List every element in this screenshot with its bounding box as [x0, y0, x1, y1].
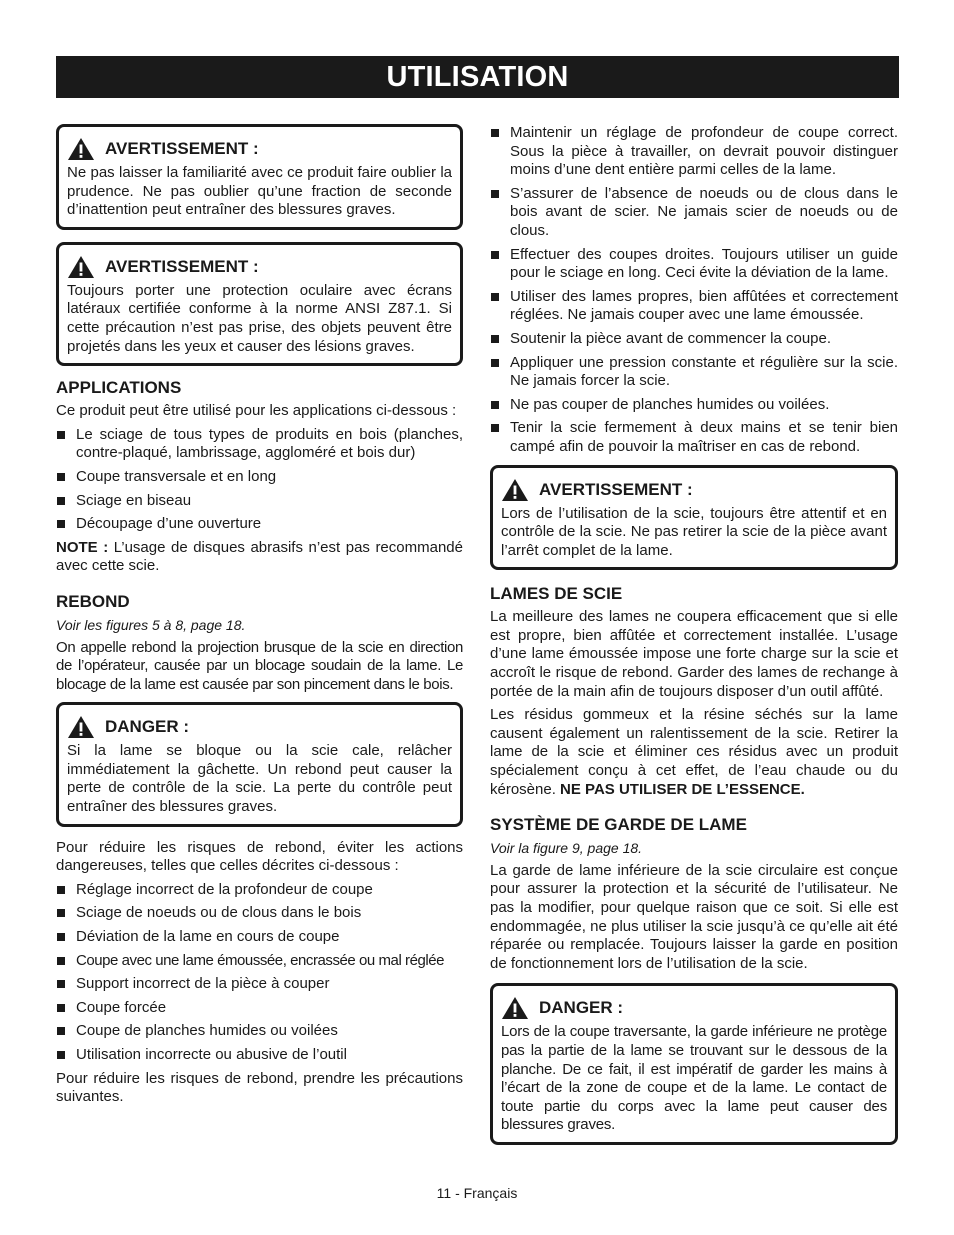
right-column	[490, 124, 898, 1157]
list-item: Maintenir un réglage de profondeur de coupe correct. Sous la pièce à travailler, on devrait pouvoir distinguer moins d’une dent entière parmi celles de la lame.	[490, 124, 898, 180]
section-rebond	[56, 592, 463, 694]
danger-heading: DANGER :	[67, 715, 452, 739]
list-item: Utilisation incorrecte ou abusive de l’outil	[56, 1046, 463, 1065]
list-item: Le sciage de tous types de produits en bois (planches, contre-plaqué, lambrissage, aggloméré et bois dur)	[56, 426, 463, 463]
list-item: Déviation de la lame en cours de coupe	[56, 928, 463, 947]
reduce-outro: Pour réduire les risques de rebond, prendre les précautions suivantes.	[56, 1069, 463, 1106]
section-heading: SYSTÈME DE GARDE DE LAME	[490, 815, 747, 835]
warning-text: Lors de l’utilisation de la scie, toujours être attentif et en contrôle de la scie. Ne pas retirer la scie de la pièce avant l’arrêt complet de la lame.	[501, 504, 887, 559]
list-item: Appliquer une pression constante et régulière sur la scie. Ne jamais forcer la scie.	[490, 354, 898, 391]
list-item: Sciage en biseau	[56, 492, 463, 511]
list-item: Utiliser des lames propres, bien affûtées et correctement réglées. Ne jamais couper avec une lame émoussée.	[490, 288, 898, 325]
page-title: UTILISATION	[56, 56, 899, 98]
figure-reference: Voir les figures 5 à 8, page 18.	[56, 616, 246, 633]
applications-intro: Ce produit peut être utilisé pour les applications ci-dessous :	[56, 402, 457, 420]
rebond-text: On appelle rebond la projection brusque de la scie en direction de l’opérateur, causée par un blocage soudain de la lame. Le blocage de la lame est causée par son pincement dans le bois.	[56, 638, 463, 693]
danger-text: Lors de la coupe traversante, la garde inférieure ne protège pas la partie de la lame se trouvant sur le dessous de la planche. De ce fait, il est impératif de garder les mains à l’écart de la zone de coupe et de la lame. Le contact de toute partie du corps avec la lame peut causer des blessures graves.	[501, 1023, 887, 1134]
list-item: Soutenir la pièce avant de commencer la coupe.	[490, 330, 898, 349]
lames-paragraph-2: Les résidus gommeux et la résine séchés sur la lame causent également un ralentissement de la scie. Retirer la lame de la scie et éliminer ces résidus avec un produit spécialement conçu à cet effet, de l’eau chaude ou du kérosène. NE PAS UTILISER DE L’ESSENCE.	[490, 706, 898, 798]
section-garde	[490, 815, 898, 973]
warning-triangle-icon	[67, 255, 95, 279]
section-heading: REBOND	[56, 591, 130, 611]
section-heading: LAMES DE SCIE	[490, 584, 623, 604]
applications-list	[56, 426, 463, 534]
precautions-list	[490, 124, 898, 457]
warning-box-attention	[490, 465, 898, 571]
left-column	[56, 124, 463, 1112]
list-item: Découpage d’une ouverture	[56, 515, 463, 534]
list-item: Coupe forcée	[56, 999, 463, 1018]
warning-triangle-icon	[67, 715, 95, 739]
list-item: Sciage de noeuds ou de clous dans le bois	[56, 904, 463, 923]
section-heading: APPLICATIONS	[56, 378, 182, 398]
list-item: Coupe avec une lame émoussée, encrassée ou mal réglée	[56, 952, 463, 971]
section-applications	[56, 378, 463, 576]
danger-box-lower-guard	[490, 983, 898, 1145]
warning-heading: AVERTISSEMENT :	[501, 478, 887, 502]
lames-paragraph-1: La meilleure des lames ne coupera efficacement que si elle est propre, bien affûtée et correctement installée. L’usage d’une lame émoussée impose une forte charge sur la scie et accroît le risque de rebond. Garder des lames de rechange à portée de la main afin de toujours disposer d’un outil affûté.	[490, 608, 898, 700]
list-item: Tenir la scie fermement à deux mains et se tenir bien campé afin de pouvoir la maîtriser en cas de rebond.	[490, 419, 898, 456]
warning-box-eye-protection	[56, 242, 463, 366]
applications-note: NOTE : L’usage de disques abrasifs n’est pas recommandé avec cette scie.	[56, 538, 463, 575]
warning-box-familiarity	[56, 124, 463, 230]
warning-heading: AVERTISSEMENT :	[67, 255, 452, 279]
danger-text: Si la lame se bloque ou la scie cale, relâcher immédiatement la gâchette. Un rebond peut causer la perte de contrôle de la scie. La perte du contrôle peut entraîner des blessures graves.	[67, 742, 452, 816]
warning-triangle-icon	[501, 996, 529, 1020]
list-item: S’assurer de l’absence de noeuds ou de clous dans le bois avant de scier. Ne jamais scier de noeuds ou de clous.	[490, 185, 898, 241]
warning-text: Toujours porter une protection oculaire avec écrans latéraux certifiée conforme à la norme ANSI Z87.1. Si cette précaution n’est pas prise, des objets peuvent être projetés dans les yeux et causer des lésions graves.	[67, 281, 452, 355]
list-item: Ne pas couper de planches humides ou voilées.	[490, 396, 898, 415]
figure-reference: Voir la figure 9, page 18.	[490, 840, 643, 857]
list-item: Réglage incorrect de la profondeur de coupe	[56, 881, 463, 900]
list-item: Coupe transversale et en long	[56, 468, 463, 487]
garde-text: La garde de lame inférieure de la scie circulaire est conçue pour assurer la protection et la sécurité de l’utilisateur. Ne pas la modifier, pour quelque raison que ce soit. Si elle est endommagée, ne plus utiliser la scie jusqu’à ce qu’elle ait été réparée ou remplacée. Toujours laisser la garde en position de fonctionnement lors de l’utilisation de la scie.	[490, 861, 898, 972]
reduce-intro: Pour réduire les risques de rebond, éviter les actions dangereuses, telles que celles décrites ci-dessous :	[56, 838, 463, 875]
list-item: Coupe de planches humides ou voilées	[56, 1022, 463, 1041]
page-footer: 11 - Français	[436, 1185, 518, 1201]
list-item: Support incorrect de la pièce à couper	[56, 975, 463, 994]
list-item: Effectuer des coupes droites. Toujours utiliser un guide pour le sciage en long. Ceci évite la déviation de la lame.	[490, 246, 898, 283]
dangerous-actions-list	[56, 881, 463, 1065]
warning-text: Ne pas laisser la familiarité avec ce produit faire oublier la prudence. Ne pas oublier qu’une fraction de seconde d’inattention peut entraîner des blessures graves.	[67, 164, 452, 219]
warning-heading: AVERTISSEMENT :	[67, 137, 452, 161]
warning-triangle-icon	[67, 137, 95, 161]
danger-heading: DANGER :	[501, 996, 887, 1020]
danger-box-blade-stall	[56, 702, 463, 826]
warning-triangle-icon	[501, 478, 529, 502]
section-lames	[490, 584, 898, 799]
